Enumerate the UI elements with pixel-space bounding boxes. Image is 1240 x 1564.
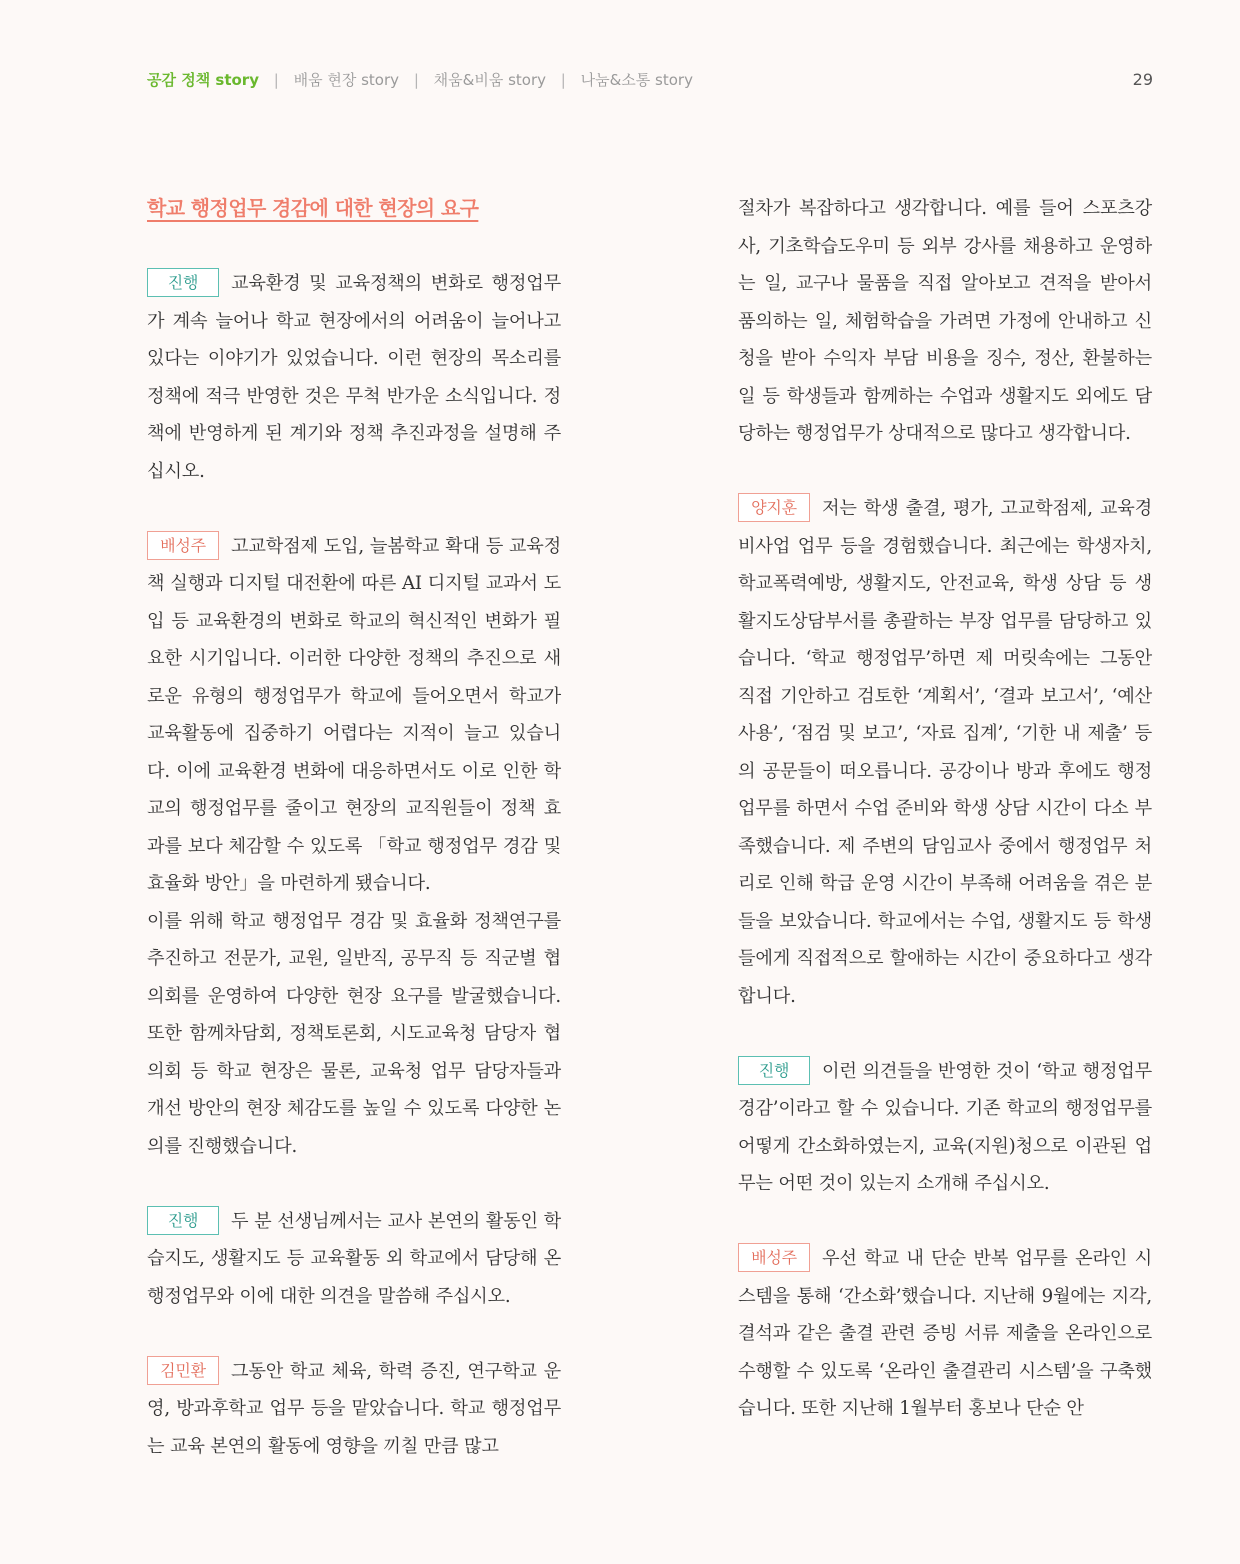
speaker-tag-host: 진행 <box>738 1056 810 1085</box>
speaker-tag-host: 진행 <box>147 1206 219 1235</box>
speaker-tag-person: 김민환 <box>147 1356 219 1385</box>
nav-learning-story[interactable]: 배움 현장 story <box>293 71 400 89</box>
section-title: 학교 행정업무 경감에 대한 현장의 요구 <box>147 196 479 220</box>
dialogue-text: 두 분 선생님께서는 교사 본연의 활동인 학습지도, 생활지도 등 교육활동 외 학교에서 담당해 온 행정업무와 이에 대한 의견을 말씀해 주십시오. <box>147 1210 561 1307</box>
dialogue-text: 이를 위해 학교 행정업무 경감 및 효율화 정책연구를 추진하고 전문가, 교원, 일반직, 공무직 등 직군별 협의회를 운영하여 다양한 현장 요구를 발굴했습니다. 또한 함께차담회, 정책토론회, 시도교육청 담당자 협의회 등 학교 현장은 물론, 교육청 업무 담당자들과 개선 방안의 현장 체감도를 높일 수 있도록 다양한 논의를 진행했습니다. <box>147 910 561 1157</box>
speaker-tag-person: 양지훈 <box>738 493 810 522</box>
dialogue-paragraph <box>738 190 1152 453</box>
left-column <box>147 190 561 1503</box>
dialogue-text: 고교학점제 도입, 늘봄학교 확대 등 교육정책 실행과 디지털 대전환에 따른 AI 디지털 교과서 도입 등 교육환경의 변화로 학교의 혁신적인 변화가 필요한 시기입니다. 이러한 다양한 정책의 추진으로 새로운 유형의 행정업무가 학교에 들어오면서 학교가 교육활동에 집중하기 어렵다는 지적이 늘고 있습니다. 이에 교육환경 변화에 대응하면서도 이로 인한 학교의 행정업무를 줄이고 현장의 교직원들이 정책 효과를 보다 체감할 수 있도록 「학교 행정업무 경감 및 효율화 방안」을 마련하게 됐습니다. <box>147 535 561 894</box>
nav-separator: | <box>273 71 279 89</box>
dialogue-text: 우선 학교 내 단순 반복 업무를 온라인 시스템을 통해 ‘간소화’했습니다. 지난해 9월에는 지각, 결석과 같은 출결 관련 증빙 서류 제출을 온라인으로 수행할 수 있도록 ‘온라인 출결관리 시스템’을 구축했습니다. 또한 지난해 1월부터 홍보나 단순 안 <box>738 1248 1152 1419</box>
page-header <box>147 68 1153 92</box>
dialogue-text: 이런 의견들을 반영한 것이 ‘학교 행정업무 경감’이라고 할 수 있습니다. 기존 학교의 행정업무를 어떻게 간소화하였는지, 교육(지원)청으로 이관된 업무는 어떤 것이 있는지 소개해 주십시오. <box>738 1060 1152 1194</box>
dialogue-block <box>147 265 561 490</box>
right-column <box>738 190 1152 1465</box>
speaker-tag-host: 진행 <box>147 268 219 297</box>
speaker-tag-person: 배성주 <box>738 1243 810 1272</box>
dialogue-block <box>147 1353 561 1466</box>
nav-separator: | <box>413 71 419 89</box>
nav-fill-empty-story[interactable]: 채움&비움 story <box>433 71 546 89</box>
dialogue-block <box>147 528 561 903</box>
dialogue-block <box>147 1203 561 1316</box>
dialogue-text: 저는 학생 출결, 평가, 고교학점제, 교육경비사업 업무 등을 경험했습니다. 최근에는 학생자치, 학교폭력예방, 생활지도, 안전교육, 학생 상담 등 생활지도상담부서를 총괄하는 부장 업무를 담당하고 있습니다. ‘학교 행정업무’하면 제 머릿속에는 그동안 직접 기안하고 검토한 ‘계획서’, ‘결과 보고서’, ‘예산 사용’, ‘점검 및 보고’, ‘자료 집계’, ‘기한 내 제출’ 등의 공문들이 떠오릅니다. 공강이나 방과 후에도 행정업무를 하면서 수업 준비와 학생 상담 시간이 다소 부족했습니다. 제 주변의 담임교사 중에서 행정업무 처리로 인해 학급 운영 시간이 부족해 어려움을 겪은 분들을 보았습니다. 학교에서는 수업, 생활지도 등 학생들에게 직접적으로 할애하는 시간이 중요하다고 생각합니다. <box>738 498 1152 1007</box>
speaker-tag-person: 배성주 <box>147 531 219 560</box>
dialogue-block <box>738 490 1152 1015</box>
dialogue-block <box>738 1240 1152 1428</box>
nav-share-communicate-story[interactable]: 나눔&소통 story <box>580 71 693 89</box>
dialogue-block <box>738 1053 1152 1203</box>
nav-policy-story[interactable]: 공감 정책 story <box>147 71 259 89</box>
dialogue-text: 절차가 복잡하다고 생각합니다. 예를 들어 스포츠강사, 기초학습도우미 등 외부 강사를 채용하고 운영하는 일, 교구나 물품을 직접 알아보고 견적을 받아서 품의하는 일, 체험학습을 가려면 가정에 안내하고 신청을 받아 수익자 부담 비용을 징수, 정산, 환불하는 일 등 학생들과 함께하는 수업과 생활지도 외에도 담당하는 행정업무가 상대적으로 많다고 생각합니다. <box>738 198 1152 444</box>
dialogue-paragraph <box>147 903 561 1166</box>
nav-separator: | <box>560 71 566 89</box>
dialogue-text: 교육환경 및 교육정책의 변화로 행정업무가 계속 늘어나 학교 현장에서의 어려움이 늘어나고 있다는 이야기가 있었습니다. 이런 현장의 목소리를 정책에 적극 반영한 것은 무척 반가운 소식입니다. 정책에 반영하게 된 계기와 정책 추진과정을 설명해 주십시오. <box>147 273 561 482</box>
dialogue-text: 그동안 학교 체육, 학력 증진, 연구학교 운영, 방과후학교 업무 등을 맡았습니다. 학교 행정업무는 교육 본연의 활동에 영향을 끼칠 만큼 많고 <box>147 1360 561 1457</box>
page-number: 29 <box>1132 70 1153 89</box>
